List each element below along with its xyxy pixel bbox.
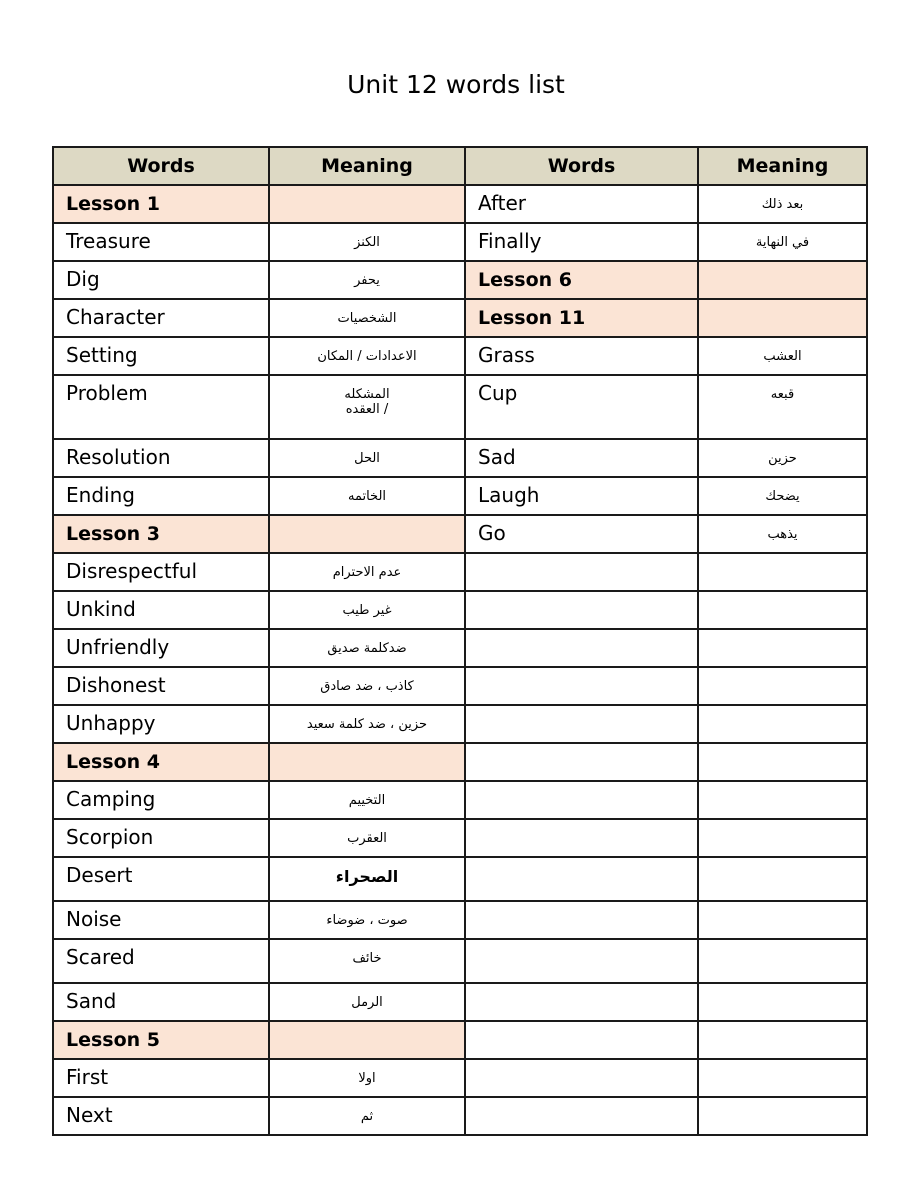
word-cell — [465, 1097, 698, 1135]
table-row — [53, 591, 867, 629]
table-row — [53, 667, 867, 705]
table-row — [53, 705, 867, 743]
word-cell: Problem — [53, 375, 269, 439]
table-row — [53, 1059, 867, 1097]
word-cell: Unhappy — [53, 705, 269, 743]
table-row — [53, 223, 867, 261]
table-row — [53, 1021, 867, 1059]
word-cell — [465, 983, 698, 1021]
table-row — [53, 337, 867, 375]
word-cell: After — [465, 185, 698, 223]
meaning-cell — [698, 299, 867, 337]
word-cell: Desert — [53, 857, 269, 901]
meaning-cell: ضدكلمة صديق — [269, 629, 465, 667]
word-cell: Disrespectful — [53, 553, 269, 591]
word-cell — [465, 553, 698, 591]
meaning-cell — [698, 1097, 867, 1135]
word-cell: Cup — [465, 375, 698, 439]
word-cell: Dig — [53, 261, 269, 299]
word-cell: Unfriendly — [53, 629, 269, 667]
meaning-cell — [269, 515, 465, 553]
word-cell: Resolution — [53, 439, 269, 477]
table-row — [53, 185, 867, 223]
lesson-heading: Lesson 3 — [53, 515, 269, 553]
meaning-cell — [698, 629, 867, 667]
table-row — [53, 477, 867, 515]
header-words-right: Words — [465, 147, 698, 185]
table-row — [53, 819, 867, 857]
meaning-cell: صوت ، ضوضاء — [269, 901, 465, 939]
lesson-heading: Lesson 6 — [465, 261, 698, 299]
meaning-cell: الشخصيات — [269, 299, 465, 337]
word-cell: Sad — [465, 439, 698, 477]
table-row — [53, 553, 867, 591]
meaning-cell: العشب — [698, 337, 867, 375]
lesson-heading: Lesson 1 — [53, 185, 269, 223]
word-cell — [465, 667, 698, 705]
table-row — [53, 375, 867, 439]
word-cell: Next — [53, 1097, 269, 1135]
table-row — [53, 983, 867, 1021]
table-row — [53, 857, 867, 901]
meaning-cell — [698, 261, 867, 299]
word-cell — [465, 705, 698, 743]
word-cell — [465, 1059, 698, 1097]
meaning-cell — [269, 1021, 465, 1059]
word-cell: Noise — [53, 901, 269, 939]
meaning-cell — [698, 781, 867, 819]
meaning-cell: يذهب — [698, 515, 867, 553]
table-row — [53, 299, 867, 337]
word-cell — [465, 629, 698, 667]
meaning-cell — [698, 901, 867, 939]
word-cell — [465, 591, 698, 629]
word-cell: Unkind — [53, 591, 269, 629]
meaning-cell: قبعه — [698, 375, 867, 439]
meaning-cell: حزين ، ضد كلمة سعيد — [269, 705, 465, 743]
lesson-heading: Lesson 5 — [53, 1021, 269, 1059]
header-meaning-right: Meaning — [698, 147, 867, 185]
meaning-cell — [698, 1021, 867, 1059]
word-cell — [465, 781, 698, 819]
meaning-cell: الحل — [269, 439, 465, 477]
meaning-cell: عدم الاحترام — [269, 553, 465, 591]
word-cell: Scorpion — [53, 819, 269, 857]
meaning-cell — [698, 939, 867, 983]
meaning-cell: يضحك — [698, 477, 867, 515]
meaning-cell — [698, 591, 867, 629]
header-words-left: Words — [53, 147, 269, 185]
word-cell: Finally — [465, 223, 698, 261]
table-row — [53, 1097, 867, 1135]
meaning-cell: الصحراء — [269, 857, 465, 901]
meaning-cell: في النهاية — [698, 223, 867, 261]
word-cell: Laugh — [465, 477, 698, 515]
table-header-row — [53, 147, 867, 185]
word-cell: Grass — [465, 337, 698, 375]
table-row — [53, 261, 867, 299]
meaning-cell — [698, 743, 867, 781]
word-cell: Scared — [53, 939, 269, 983]
word-cell — [465, 1021, 698, 1059]
meaning-cell — [698, 857, 867, 901]
table-row — [53, 629, 867, 667]
word-cell: First — [53, 1059, 269, 1097]
word-cell — [465, 819, 698, 857]
meaning-cell: غير طيب — [269, 591, 465, 629]
table-row — [53, 939, 867, 983]
words-table — [52, 146, 868, 1136]
word-cell — [465, 901, 698, 939]
lesson-heading: Lesson 11 — [465, 299, 698, 337]
meaning-cell: يحفر — [269, 261, 465, 299]
meaning-cell: المشكله / العقده — [269, 375, 465, 439]
table-row — [53, 515, 867, 553]
meaning-cell — [698, 705, 867, 743]
word-cell: Treasure — [53, 223, 269, 261]
word-cell: Camping — [53, 781, 269, 819]
meaning-cell — [698, 553, 867, 591]
word-cell: Go — [465, 515, 698, 553]
table-row — [53, 439, 867, 477]
meaning-cell: الكنز — [269, 223, 465, 261]
meaning-cell: الرمل — [269, 983, 465, 1021]
meaning-cell — [269, 743, 465, 781]
table-row — [53, 743, 867, 781]
meaning-cell: اولا — [269, 1059, 465, 1097]
header-meaning-left: Meaning — [269, 147, 465, 185]
meaning-cell: التخييم — [269, 781, 465, 819]
word-cell — [465, 743, 698, 781]
word-cell: Dishonest — [53, 667, 269, 705]
meaning-cell: العقرب — [269, 819, 465, 857]
word-cell — [465, 857, 698, 901]
meaning-cell — [698, 1059, 867, 1097]
table-row — [53, 901, 867, 939]
word-cell: Setting — [53, 337, 269, 375]
meaning-cell — [698, 667, 867, 705]
page-title: Unit 12 words list — [347, 70, 565, 99]
word-cell: Character — [53, 299, 269, 337]
word-cell: Ending — [53, 477, 269, 515]
meaning-cell — [698, 983, 867, 1021]
meaning-cell: بعد ذلك — [698, 185, 867, 223]
meaning-cell: خائف — [269, 939, 465, 983]
meaning-cell: الاعدادات / المكان — [269, 337, 465, 375]
meaning-cell: الخاتمه — [269, 477, 465, 515]
lesson-heading: Lesson 4 — [53, 743, 269, 781]
word-cell: Sand — [53, 983, 269, 1021]
meaning-cell: ثم — [269, 1097, 465, 1135]
meaning-cell: حزين — [698, 439, 867, 477]
word-cell — [465, 939, 698, 983]
meaning-cell — [269, 185, 465, 223]
meaning-cell — [698, 819, 867, 857]
meaning-cell: كاذب ، ضد صادق — [269, 667, 465, 705]
table-row — [53, 781, 867, 819]
